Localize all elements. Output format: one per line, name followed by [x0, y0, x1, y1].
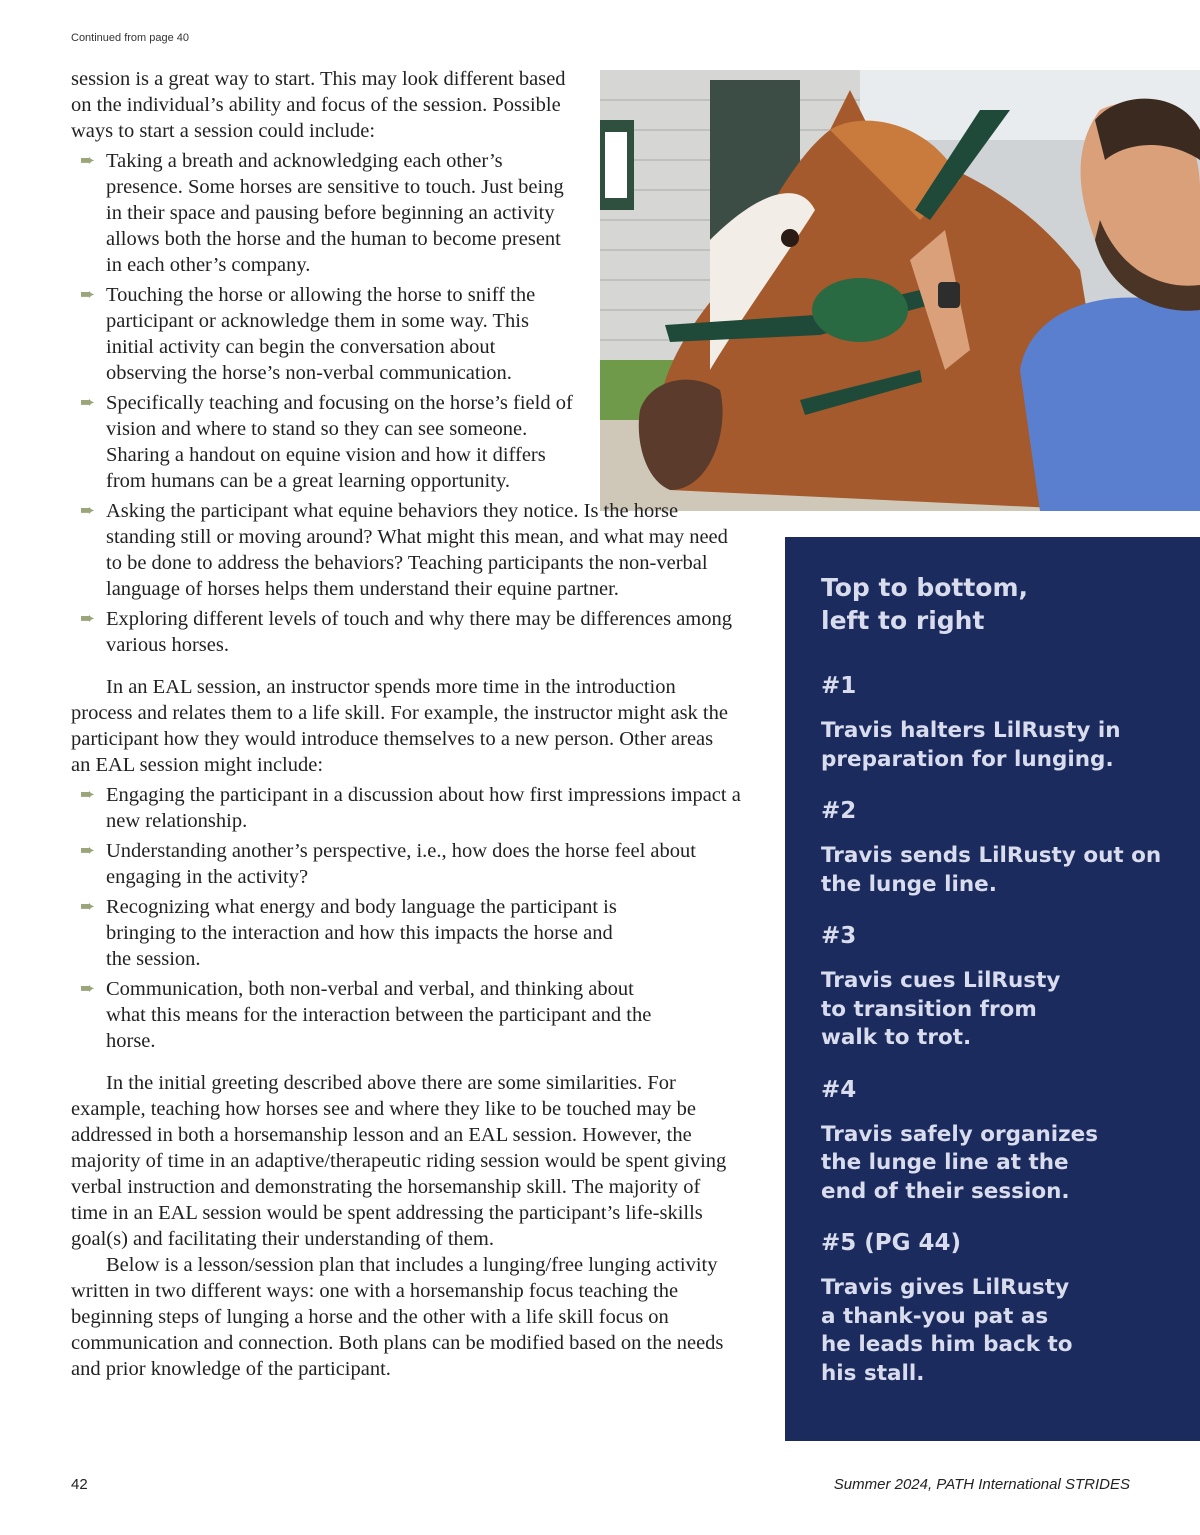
list-item: ➨ Specifically teaching and focusing on the horse’s field of vision and where to stand so they can see someone. Sharing a handout on equine vision and how it differs from humans can be a great learning opportunity. [80, 392, 573, 492]
publication-name: Summer 2024, PATH International STRIDES [833, 1476, 1130, 1493]
list-item: ➨ Touching the horse or allowing the horse to sniff the participant or acknowledge them in some way. This initial activity can begin the conversation about observing the horse’s non-verbal communication. [80, 284, 536, 384]
session-start-list [71, 148, 756, 494]
article-body [71, 66, 756, 1382]
sidebar-title: Top to bottom, left to right [821, 573, 1029, 635]
caption-text: Travis cues LilRusty to transition from walk to trot. [821, 968, 1061, 1050]
arrow-bullet-icon: ➨ [80, 784, 96, 805]
caption-number: #3 [821, 923, 857, 949]
arrow-bullet-icon: ➨ [80, 500, 96, 521]
eal-list [71, 782, 756, 1054]
eal-paragraph: In an EAL session, an instructor spends more time in the introduction process and relates them to a life skill. For example, the instructor might ask the participant how they would introduce themselves to a new person. Other areas an EAL session might include: [71, 676, 728, 776]
caption-text: Travis safely organizes the lunge line at the end of their session. [821, 1121, 1099, 1204]
caption-number: #1 [821, 673, 857, 699]
caption-number: #2 [821, 798, 857, 824]
list-item: ➨ Understanding another’s perspective, i.e., how does the horse feel about engaging in the activity? [80, 840, 696, 888]
arrow-bullet-icon: ➨ [80, 608, 96, 629]
caption-text: Travis halters LilRusty in preparation for lunging. [821, 718, 1121, 772]
arrow-bullet-icon: ➨ [80, 392, 96, 413]
lesson-plan-paragraph: Below is a lesson/session plan that includes a lunging/free lunging activity written in two different ways: one with a horsemanship focus teaching the beginning steps of lunging a horse and the other with a life skill focus on communication and connection. Both plans can be modified based on the needs and prior knowledge of the participant. [71, 1254, 724, 1380]
arrow-bullet-icon: ➨ [80, 978, 96, 999]
list-item: ➨ Communication, both non-verbal and verbal, and thinking about what this means for the interaction between the participant and the horse. [80, 978, 652, 1052]
caption-number: #4 [821, 1076, 857, 1103]
list-item: ➨ Taking a breath and acknowledging each other’s presence. Some horses are sensitive to touch. Just being in their space and pausing before beginning an activity allows both the horse and the human to become present in each other’s company. [80, 150, 564, 276]
arrow-bullet-icon: ➨ [80, 150, 96, 171]
caption-number: #5 (PG 44) [821, 1230, 962, 1256]
caption-text: Travis gives LilRusty a thank-you pat as he leads him back to his stall. [821, 1275, 1073, 1386]
list-item: ➨ Recognizing what energy and body language the participant is bringing to the interaction and how this impacts the horse and the session. [80, 896, 617, 970]
arrow-bullet-icon: ➨ [80, 284, 96, 305]
intro-paragraph: session is a great way to start. This may look different based on the individual’s ability and focus of the session. Possible ways to start a session could include: [71, 68, 566, 142]
arrow-bullet-icon: ➨ [80, 840, 96, 861]
photo-caption-sidebar [785, 537, 1200, 1441]
session-start-list-continued [71, 498, 756, 658]
continued-note: Continued from page 40 [71, 32, 190, 44]
list-item: ➨ Engaging the participant in a discussion about how first impressions impact a new relationship. [80, 784, 741, 832]
greeting-paragraph: In the initial greeting described above there are some similarities. For example, teaching how horses see and where they like to be touched may be addressed in both a horsemanship lesson and an EAL session. However, the majority of time in an adaptive/therapeutic riding session would be spent giving verbal instruction and demonstrating the horsemanship skill. The majority of time in an EAL session would be spent addressing the participant’s life-skills goal(s) and facilitating their understanding of them. [71, 1072, 727, 1250]
list-item: ➨ Exploring different levels of touch and why there may be differences among various horses. [80, 608, 732, 656]
list-item: ➨ Asking the participant what equine behaviors they notice. Is the horse standing still or moving around? What might this mean, and what may need to be done to address the behaviors? Teaching participants the non-verbal language of horses helps them understand their equine partner. [80, 500, 728, 600]
arrow-bullet-icon: ➨ [80, 896, 96, 917]
page-number: 42 [71, 1476, 88, 1493]
caption-text: Travis sends LilRusty out on the lunge line. [821, 843, 1162, 897]
